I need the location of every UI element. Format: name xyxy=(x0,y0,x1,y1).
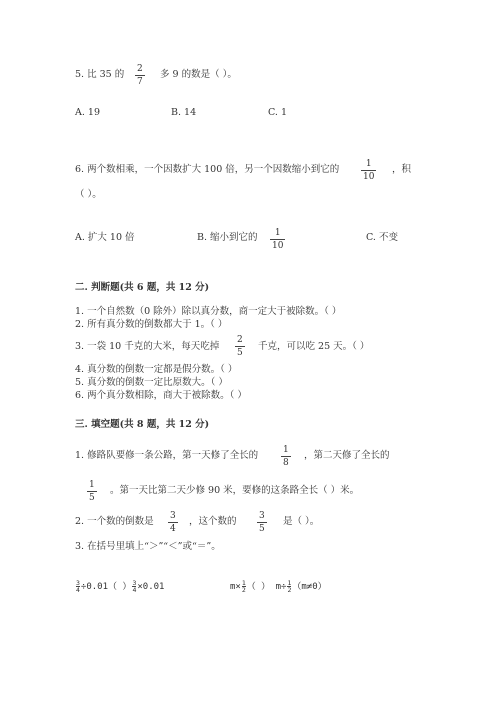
q5-fraction xyxy=(135,64,145,87)
section3-q1-fraction-2 xyxy=(87,480,97,503)
section3-q1-fraction-1 xyxy=(281,445,291,468)
expr-text-5: （m≠0） xyxy=(292,582,327,592)
expr-text-4: （ ） m÷ xyxy=(246,582,287,592)
section3-q1-numerator-2: 1 xyxy=(89,480,95,490)
section3-q3: 3. 在括号里填上“＞”“＜”或“＝”。 xyxy=(75,541,221,552)
section3-q2-numerator-2: 3 xyxy=(259,511,265,521)
q5-option-a: A. 19 xyxy=(75,107,100,118)
section3-q2-numerator-1: 3 xyxy=(170,511,176,521)
q6-option-b: B. 缩小到它的 xyxy=(197,232,258,243)
section3-q1-end: 。第一天比第二天少修 90 米，要修的这条路全长（ ）米。 xyxy=(110,485,360,496)
section2-item-5: 5. 真分数的倒数一定比原数大。（ ） xyxy=(75,377,228,388)
q6-option-c: C. 不变 xyxy=(366,232,398,243)
q6-fraction-numerator: 1 xyxy=(365,159,372,169)
q5-option-b: B. 14 xyxy=(171,107,197,118)
section3-q2-fraction-1 xyxy=(168,511,178,534)
q6-fraction xyxy=(361,159,376,182)
q6-option-b-fraction xyxy=(270,228,285,251)
expr-fraction-3-numerator: 1 xyxy=(241,579,246,587)
expr-text-2: ×0.01 xyxy=(137,582,165,592)
expr-fraction-2 xyxy=(132,580,136,593)
q6-stem-tail: ，积 xyxy=(392,164,412,175)
section3-q2-middle: ，这个数的 xyxy=(189,516,237,527)
section3-q3-expressions xyxy=(75,580,164,593)
expr-fraction-1-denominator: 4 xyxy=(76,586,80,594)
section3-q2-start: 2. 一个数的倒数是 xyxy=(75,516,154,527)
section2-item-3-fraction xyxy=(235,335,245,358)
section2-item-3-start: 3. 一袋 10 千克的大米，每天吃掉 xyxy=(75,341,220,352)
q5-fraction-denominator: 7 xyxy=(137,77,143,87)
section3-q1-denominator-1: 8 xyxy=(283,458,289,468)
expr-fraction-1 xyxy=(76,580,80,593)
section3-q2-denominator-1: 4 xyxy=(170,524,176,534)
expr-fraction-3-denominator: 2 xyxy=(241,586,246,594)
section2-item-1: 1. 一个自然数（0 除外）除以真分数，商一定大于被除数。（ ） xyxy=(75,306,342,317)
expr-fraction-1-numerator: 3 xyxy=(76,579,80,587)
section3-q2-end: 是（ ）。 xyxy=(283,516,320,527)
section3-title: 三. 填空题(共 8 题，共 12 分) xyxy=(75,419,210,430)
expr-text-3: m× xyxy=(230,582,241,592)
expr-fraction-4-denominator: 2 xyxy=(287,586,292,594)
section3-q1-denominator-2: 5 xyxy=(89,493,95,503)
expr-fraction-2-numerator: 3 xyxy=(132,579,137,587)
section2-item-4: 4. 真分数的倒数一定都是假分数。（ ） xyxy=(75,364,238,375)
expr-fraction-4 xyxy=(287,580,291,593)
section3-q2-denominator-2: 5 xyxy=(259,524,265,534)
expr-fraction-2-denominator: 4 xyxy=(132,586,137,594)
section2-item-3-numerator: 2 xyxy=(237,335,243,345)
q6-option-b-numerator: 1 xyxy=(274,228,281,238)
q6-stem-end: （ ）。 xyxy=(75,189,102,200)
expr-fraction-4-numerator: 1 xyxy=(287,579,292,587)
expr-fraction-3 xyxy=(242,580,246,593)
section2-item-2: 2. 所有真分数的倒数都大于 1。（ ） xyxy=(75,319,228,330)
section3-q2-fraction-2 xyxy=(257,511,267,534)
section2-title: 二. 判断题(共 6 题，共 12 分) xyxy=(75,282,210,293)
section3-q3-expressions-right xyxy=(230,580,327,593)
section2-item-6: 6. 两个真分数相除，商大于被除数。（ ） xyxy=(75,390,247,401)
section2-item-3-denominator: 5 xyxy=(237,348,243,358)
section2-item-3-end: 千克，可以吃 25 天。（ ） xyxy=(258,341,370,352)
q6-fraction-denominator: 10 xyxy=(363,172,375,182)
section3-q1-middle: ，第二天修了全长的 xyxy=(304,450,390,461)
q6-stem-start: 6. 两个数相乘，一个因数扩大 100 倍，另一个因数缩小到它的 xyxy=(75,164,340,175)
q5-stem-start: 5. 比 35 的 xyxy=(75,69,125,80)
q6-option-a: A. 扩大 10 倍 xyxy=(75,232,135,243)
section3-q1-start: 1. 修路队要修一条公路，第一天修了全长的 xyxy=(75,450,259,461)
q5-option-c: C. 1 xyxy=(268,107,288,118)
q5-stem-end: 多 9 的数是（ ）。 xyxy=(160,69,237,80)
q5-fraction-numerator: 2 xyxy=(137,64,143,74)
q6-option-b-denominator: 10 xyxy=(272,241,284,251)
section3-q1-numerator-1: 1 xyxy=(283,445,289,455)
expr-text-1: ÷0.01（ ） xyxy=(80,582,132,592)
